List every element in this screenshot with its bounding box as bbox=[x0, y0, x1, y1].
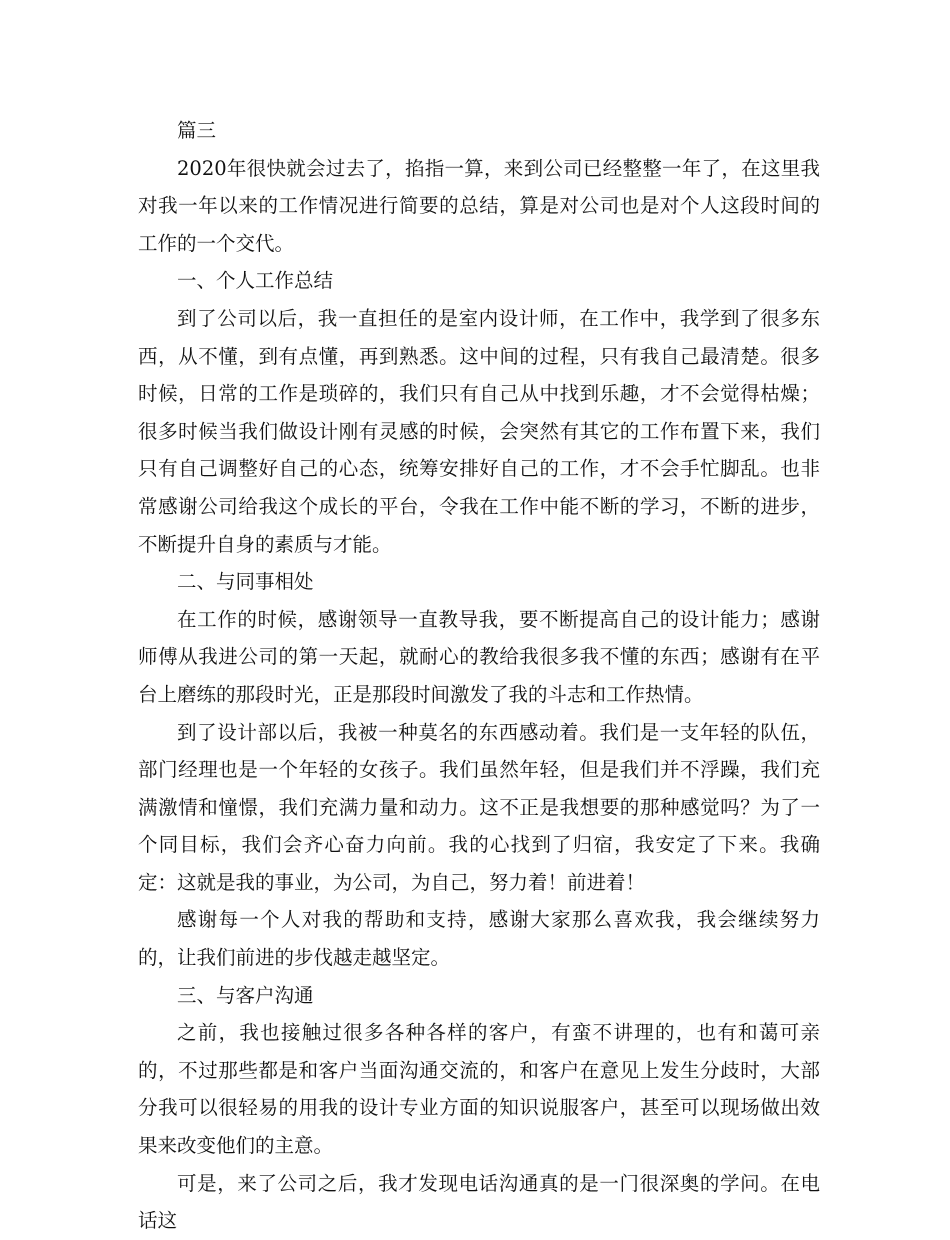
document-body bbox=[138, 112, 820, 1240]
customer-paragraph-2: 可是，来了公司之后，我才发现电话沟通真的是一门很深奥的学问。在电话这 bbox=[138, 1171, 820, 1233]
section-heading-customer-communication: 三、与客户沟通 bbox=[177, 983, 314, 1007]
personal-work-paragraph: 到了公司以后，我一直担任的是室内设计师，在工作中，我学到了很多东西，从不懂，到有点懂，再到熟悉。这中间的过程，只有我自己最清楚。很多时候，日常的工作是琐碎的，我们只有自己从中找到乐趣，才不会觉得枯燥；很多时候当我们做设计刚有灵感的时候，会突然有其它的工作布置下来，我们只有自己调整好自己的心态，统筹安排好自己的工作，才不会手忙脚乱。也非常感谢公司给我这个成长的平台，令我在工作中能不断的学习，不断的进步，不断提升自身的素质与才能。 bbox=[138, 306, 820, 556]
customer-paragraph-1: 之前，我也接触过很多各种各样的客户，有蛮不讲理的，也有和蔼可亲的，不过那些都是和客户当面沟通交流的，和客户在意见上发生分歧时，大部分我可以很轻易的用我的设计专业方面的知识说服客户，甚至可以现场做出效果来改变他们的主意。 bbox=[138, 1021, 820, 1158]
colleagues-paragraph-3: 感谢每一个人对我的帮助和支持，感谢大家那么喜欢我，我会继续努力的，让我们前进的步伐越走越坚定。 bbox=[138, 908, 820, 970]
section-heading-personal-work-summary: 一、个人工作总结 bbox=[177, 269, 334, 293]
colleagues-paragraph-2: 到了设计部以后，我被一种莫名的东西感动着。我们是一支年轻的队伍，部门经理也是一个年轻的女孩子。我们虽然年轻，但是我们并不浮躁，我们充满激情和憧憬，我们充满力量和动力。这不正是我想要的那种感觉吗？为了一个同目标，我们会齐心奋力向前。我的心找到了归宿，我安定了下来。我确定：这就是我的事业，为公司，为自己，努力着！前进着！ bbox=[138, 720, 820, 894]
section-heading-colleagues: 二、与同事相处 bbox=[177, 570, 314, 594]
section-heading-part-three: 篇三 bbox=[177, 119, 217, 142]
intro-paragraph: 2020年很快就会过去了，掐指一算，来到公司已经整整一年了，在这里我对我一年以来的工作情况进行简要的总结，算是对公司也是对个人这段时间的工作的一个交代。 bbox=[138, 156, 820, 255]
colleagues-paragraph-1: 在工作的时候，感谢领导一直教导我，要不断提高自己的设计能力；感谢师傅从我进公司的第一天起，就耐心的教给我很多我不懂的东西；感谢有在平台上磨练的那段时光，正是那段时间激发了我的斗志和工作热情。 bbox=[138, 607, 820, 706]
